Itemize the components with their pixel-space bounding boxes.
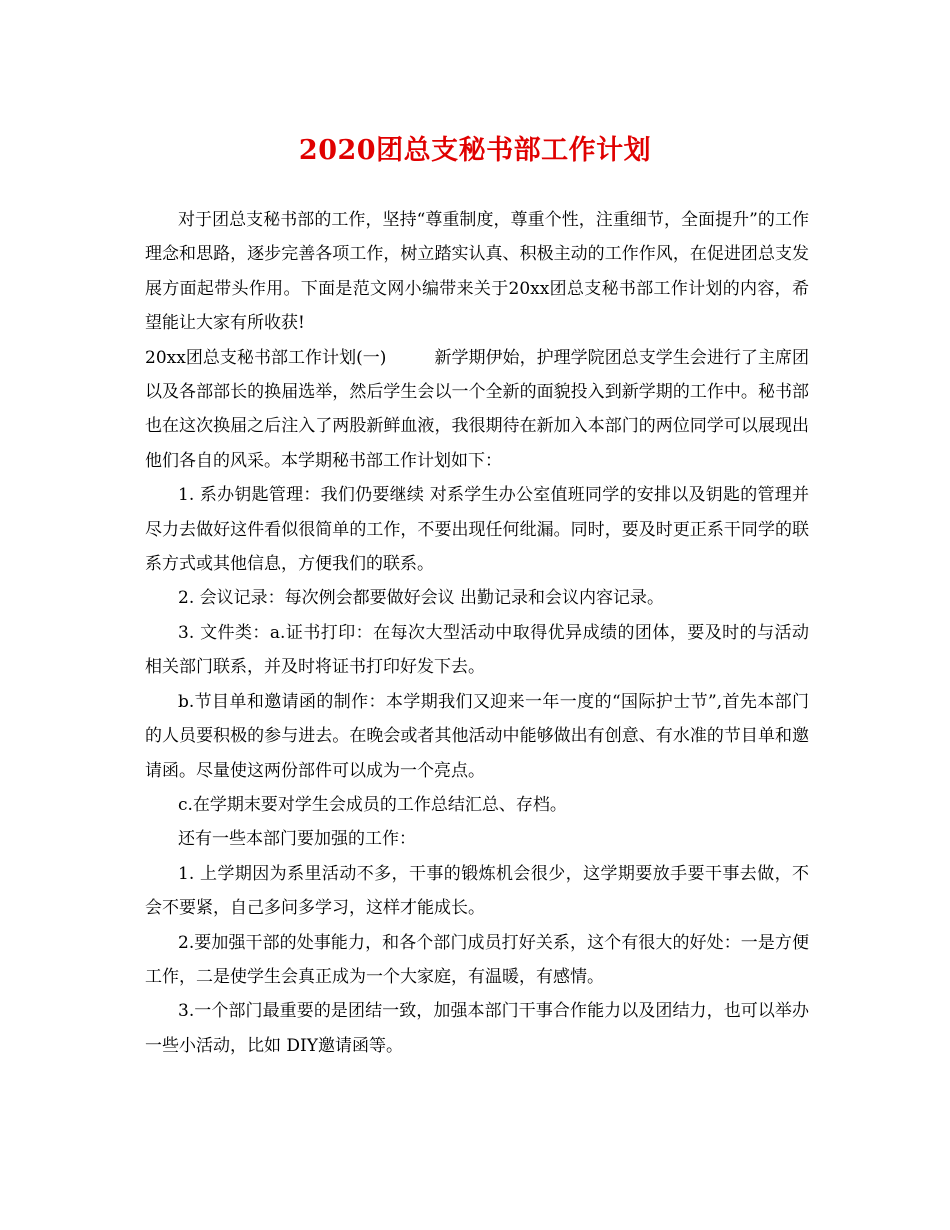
section-intro-text: 新学期伊始，护理学院团总支学生会进行了主席团以及各部部长的换届选举，然后学生会以一个全新的面貌投入到新学期的工作中。秘书部也在这次换届之后注入了两股新鲜血液，我很期待在新加入本部门的两位同学可以展现出他们各自的风采。本学期秘书部工作计划如下： [145,347,810,471]
document-body [145,203,809,1063]
list-item-programs-invitations: b.节目单和邀请函的制作：本学期我们又迎来一年一度的“国际护士节”,首先本部门的人员要积极的参与进去。在晚会或者其他活动中能够做出有创意、有水准的节目单和邀请函。尽量使这两份部件可以成为一个亮点。 [145,691,809,781]
improvement-item-training: 1. 上学期因为系里活动不多，干事的锻炼机会很少，这学期要放手要干事去做，不会不要紧，自己多问多学习，这样才能成长。 [145,863,809,919]
list-item-archive: c.在学期末要对学生会成员的工作总结汇总、存档。 [178,794,567,815]
document-title: 2020团总支秘书部工作计划 [298,135,652,166]
section-heading: 20xx团总支秘书部工作计划(一) [145,347,387,368]
improvement-item-teamwork: 3.一个部门最重要的是团结一致，加强本部门干事合作能力以及团结力，也可以举办一些小活动，比如 DIY邀请函等。 [145,1001,809,1056]
improvements-heading: 还有一些本部门要加强的工作： [178,829,416,850]
list-item-key-management: 1. 系办钥匙管理：我们仍要继续 对系学生办公室值班同学的安排以及钥匙的管理并尽力去做好这件看似很简单的工作，不要出现任何纰漏。同时，要及时更正系干同学的联系方式或其他信息，方便我们的联系。 [145,485,809,575]
list-item-meeting-records: 2. 会议记录：每次例会都要做好会议 出勤记录和会议内容记录。 [178,588,665,609]
plan-section-paragraph [145,341,809,479]
list-item-documents: 3. 文件类：a.证书打印：在每次大型活动中取得优异成绩的团体，要及时的与活动相关部门联系，并及时将证书打印好发下去。 [145,622,809,678]
intro-paragraph: 对于团总支秘书部的工作，坚持“尊重制度，尊重个性，注重细节，全面提升”的工作理念和思路，逐步完善各项工作，树立踏实认真、积极主动的工作作风，在促进团总支发展方面起带头作用。下面是范文网小编带来关于20xx团总支秘书部工作计划的内容，希望能让大家有所收获! [145,210,809,334]
improvement-item-relations: 2.要加强干部的处事能力，和各个部门成员打好关系，这个有很大的好处：一是方便工作，二是使学生会真正成为一个大家庭，有温暖，有感情。 [145,932,809,987]
